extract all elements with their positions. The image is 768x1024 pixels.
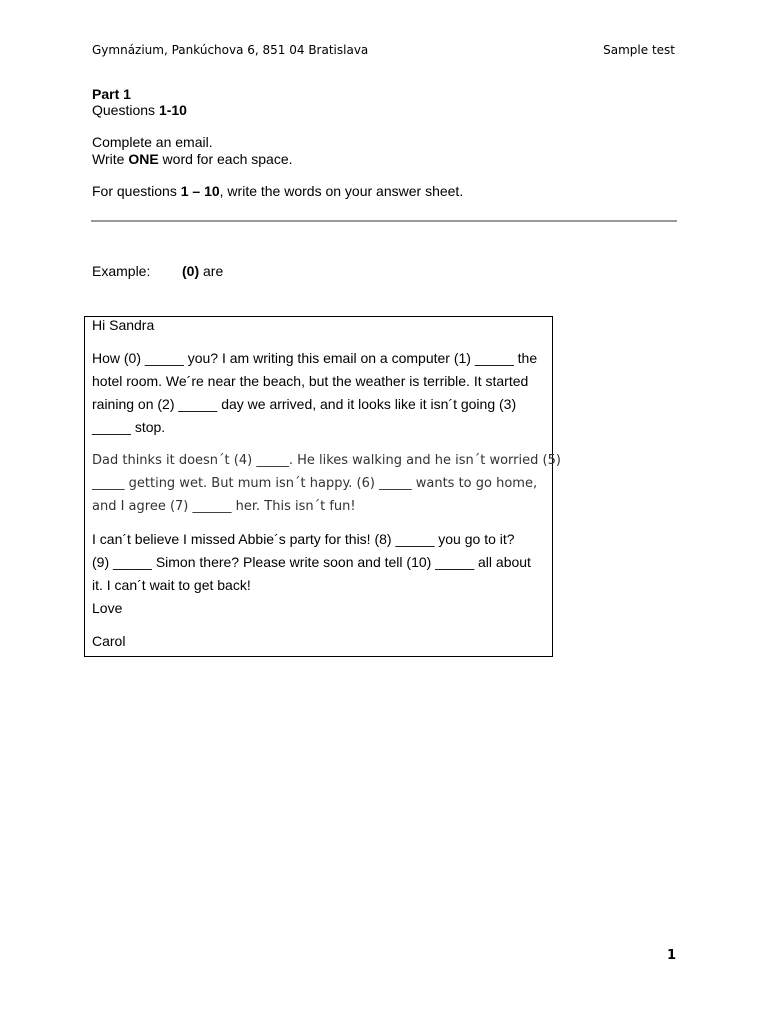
- instruction-2-bold: ONE: [128, 151, 159, 167]
- email-line-10: it. I can´t wait to get back!: [92, 577, 251, 593]
- email-box: [84, 316, 561, 657]
- divider: [91, 220, 677, 222]
- email-line-1: How (0) _____ you? I am writing this email on a computer (1) _____ the: [92, 350, 538, 366]
- instruction-line-1: Complete an email.: [92, 134, 213, 150]
- example-number: (0): [182, 263, 200, 279]
- instruction-3-prefix: For questions: [92, 183, 181, 199]
- questions-range: 1-10: [158, 102, 187, 118]
- questions-line: [92, 102, 187, 119]
- instruction-2-prefix: Write: [92, 151, 129, 167]
- email-signature: Carol: [92, 633, 126, 649]
- email-line-8: I can´t believe I missed Abbie´s party for this! (8) _____ you go to it?: [92, 531, 515, 547]
- header-doc-type: Sample test: [603, 43, 675, 57]
- email-line-7: and I agree (7) ______ her. This isn´t fun!: [92, 499, 356, 514]
- email-line-2: hotel room. We´re near the beach, but the weather is terrible. It started: [92, 373, 529, 389]
- example-label: Example:: [92, 263, 151, 279]
- email-line-9: (9) _____ Simon there? Please write soon and tell (10) _____ all about: [92, 554, 531, 570]
- example-answer: [182, 263, 223, 280]
- example-word: are: [199, 263, 224, 279]
- header-school: Gymnázium, Pankúchova 6, 851 04 Bratislava: [92, 43, 369, 57]
- email-greeting: Hi Sandra: [92, 317, 155, 333]
- email-line-6: _____ getting wet. But mum isn´t happy. (6) _____ wants to go home,: [92, 476, 538, 491]
- email-line-3: raining on (2) _____ day we arrived, and it looks like it isn´t going (3): [92, 396, 517, 412]
- questions-prefix: Questions: [92, 102, 159, 118]
- part-title: Part 1: [92, 86, 131, 102]
- instruction-line-2: [92, 151, 293, 168]
- instruction-line-3: [92, 183, 463, 200]
- email-closing: Love: [92, 600, 123, 616]
- page-number: 1: [666, 948, 676, 963]
- instruction-3-suffix: , write the words on your answer sheet.: [219, 183, 464, 199]
- email-line-5: Dad thinks it doesn´t (4) _____. He likes walking and he isn´t worried (5): [92, 453, 561, 468]
- email-line-4: _____ stop.: [92, 419, 166, 435]
- instruction-3-bold: 1 – 10: [180, 183, 220, 199]
- instruction-2-suffix: word for each space.: [158, 151, 293, 167]
